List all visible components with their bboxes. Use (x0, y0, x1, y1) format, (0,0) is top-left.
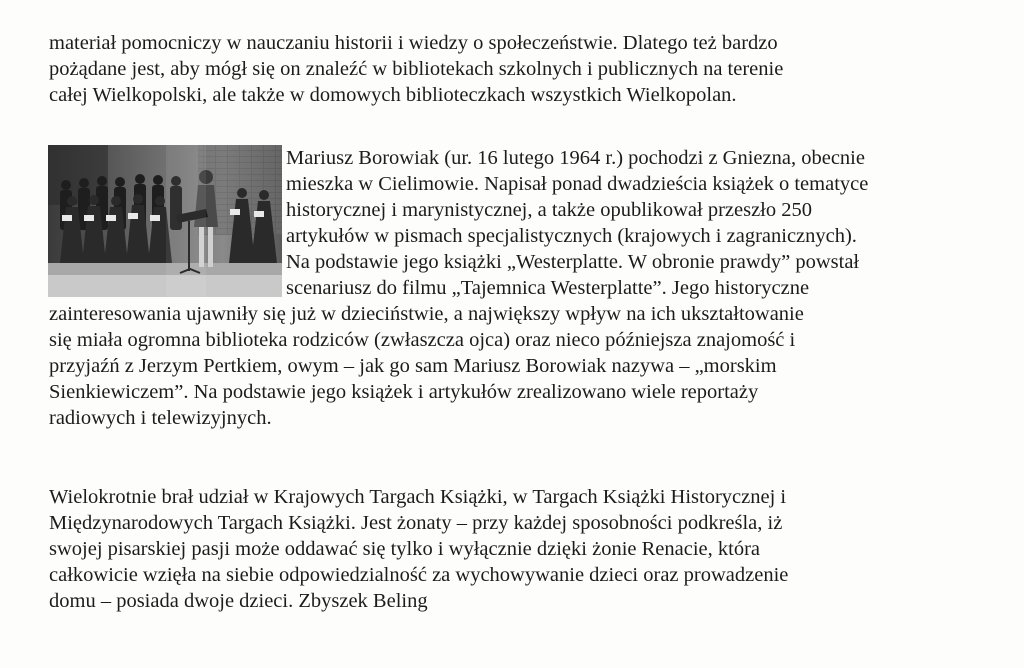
text-line: Sienkiewiczem”. Na podstawie jego książek i artykułów zrealizowano wiele reportaży (49, 381, 759, 403)
photo-image (48, 145, 282, 297)
choir-performance-photo (48, 145, 282, 297)
text-line: Wielokrotnie brał udział w Krajowych Targach Książki, w Targach Książki Historycznej i (49, 486, 787, 508)
text-line: materiał pomocniczy w nauczaniu historii i wiedzy o społeczeństwie. Dlatego też bardzo (49, 32, 778, 54)
text-line: Na podstawie jego książki „Westerplatte. W obronie prawdy” powstał (286, 251, 860, 273)
text-line: całej Wielkopolski, ale także w domowych biblioteczkach wszystkich Wielkopolan. (49, 84, 737, 106)
text-line: Międzynarodowych Targach Książki. Jest żonaty – przy każdej sposobności podkreśla, iż (49, 512, 783, 534)
text-line: radiowych i telewizyjnych. (49, 407, 272, 429)
text-line: artykułów w pismach specjalistycznych (krajowych i zagranicznych). (286, 225, 857, 247)
text-line: swojej pisarskiej pasji może oddawać się tylko i wyłącznie dzięki żonie Renacie, która (49, 538, 760, 560)
text-line: przyjaźń z Jerzym Pertkiem, owym – jak go sam Mariusz Borowiak nazywa – „morskim (49, 355, 777, 377)
text-line: się miała ogromna biblioteka rodziców (zwłaszcza ojca) oraz nieco późniejsza znajomość i (49, 329, 796, 351)
text-line: mieszka w Cielimowie. Napisał ponad dwadzieścia książek o tematyce (286, 173, 869, 195)
text-line: zainteresowania ujawniły się już w dzieciństwie, a największy wpływ na ich ukształtowanie (49, 303, 804, 325)
text-line: pożądane jest, aby mógł się on znaleźć w bibliotekach szkolnych i publicznych na terenie (49, 58, 784, 80)
text-line: całkowicie wzięła na siebie odpowiedzialność za wychowywanie dzieci oraz prowadzenie (49, 564, 789, 586)
text-line: domu – posiada dwoje dzieci. Zbyszek Beling (49, 590, 428, 612)
text-line: historycznej i marynistycznej, a także opublikował przeszło 250 (286, 199, 812, 221)
text-line: scenariusz do filmu „Tajemnica Westerplatte”. Jego historyczne (286, 277, 810, 299)
text-line: Mariusz Borowiak (ur. 16 lutego 1964 r.) pochodzi z Gniezna, obecnie (286, 147, 865, 169)
